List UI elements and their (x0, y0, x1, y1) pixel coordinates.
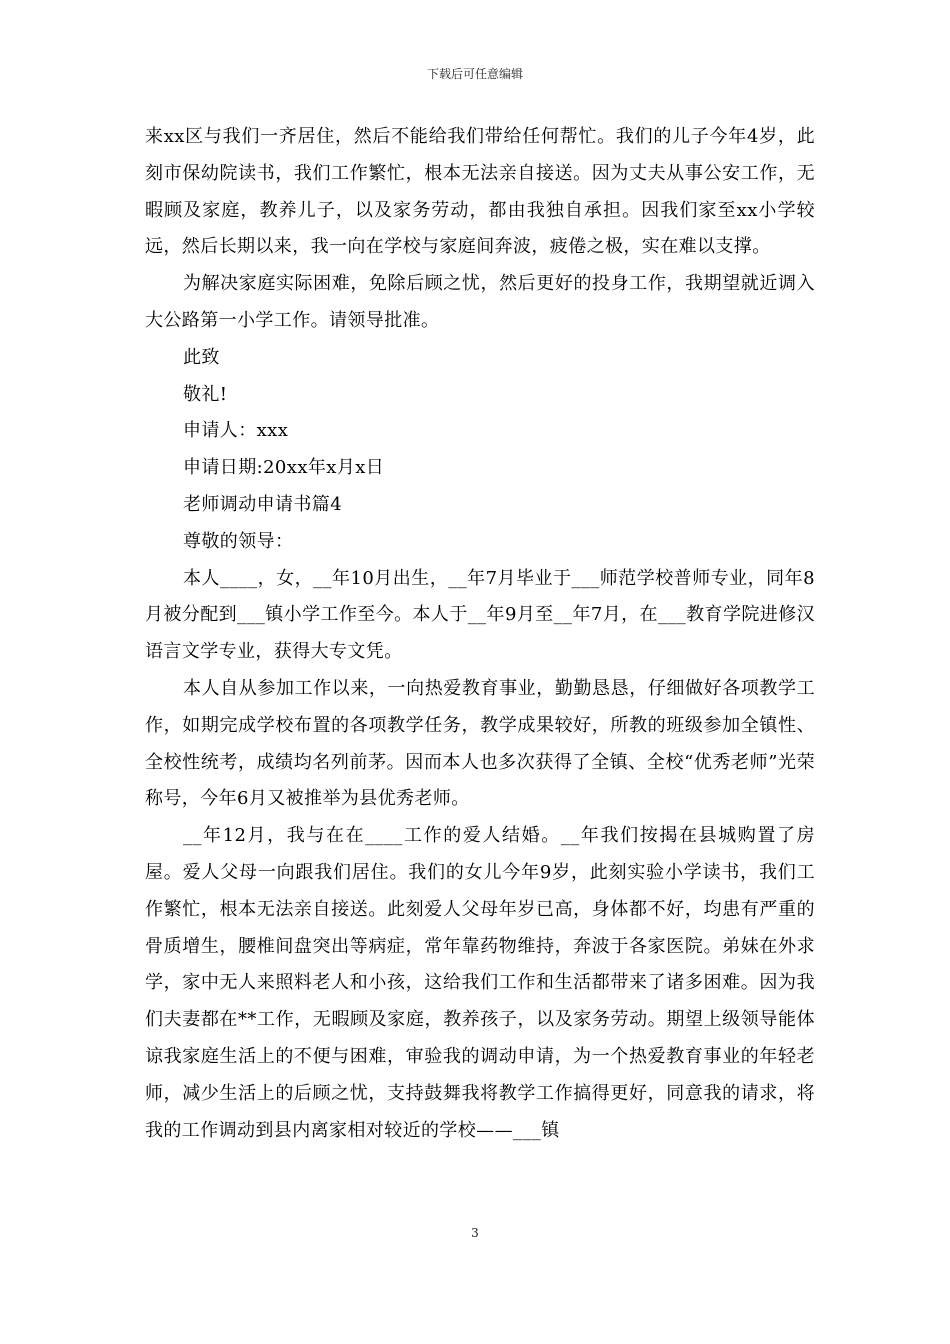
paragraph: 为解决家庭实际困难，免除后顾之忧，然后更好的投身工作，我期望就近调入大公路第一小学工作。请领导批准。 (145, 273, 815, 331)
applicant-line: 申请人：xxx (183, 420, 289, 442)
page-number: 3 (471, 1226, 479, 1240)
paragraph: 来xx区与我们一齐居住，然后不能给我们带给任何帮忙。我们的儿子今年4岁，此刻市保幼院读书，我们工作繁忙，根本无法亲自接送。因为丈夫从事公安工作，无暇顾及家庭，教养儿子，以及家务劳动，都由我独自承担。因我们家至xx小学较远，然后长期以来，我一向在学校与家庭间奔波，疲倦之极，实在难以支撑。 (145, 126, 815, 258)
page-header: 下载后可任意编辑 (426, 67, 523, 81)
application-date: 申请日期:20xx年x月x日 (183, 457, 385, 479)
paragraph: __年12月，我与在在____工作的爱人结婚。__年我们按揭在县城购置了房屋。爱人父母一向跟我们居住。我们的女儿今年9岁，此刻实验小学读书，我们工作繁忙，根本无法亲自接送。此刻爱人父母年岁已高，身体都不好，均患有严重的骨质增生，腰椎间盘突出等病症，常年靠药物维持，奔波于各家医院。弟妹在外求学，家中无人来照料老人和小孩，这给我们工作和生活都带来了诸多困难。因为我们夫妻都在**工作，无暇顾及家庭，教养孩子，以及家务劳动。期望上级领导能体谅我家庭生活上的不便与困难，审验我的调动申请，为一个热爱教育事业的年轻老师，减少生活上的后顾之忧，支持鼓舞我将教学工作搞得更好，同意我的请求，将我的工作调动到县内离家相对较近的学校——___镇 (145, 825, 815, 1141)
document-body (145, 119, 815, 1149)
closing-regards: 敬礼! (183, 383, 228, 405)
paragraph: 本人____，女，__年10月出生，__年7月毕业于___师范学校普师专业，同年8月被分配到___镇小学工作至今。本人于__年9月至__年7月，在___教育学院进修汉语言文学专业，获得大专文凭。 (145, 567, 815, 663)
paragraph: 本人自从参加工作以来，一向热爱教育事业，勤勤恳恳，仔细做好各项教学工作，如期完成学校布置的各项教学任务，教学成果较好，所教的班级参加全镇性、全校性统考，成绩均名列前茅。因而本人也多次获得了全镇、全校“优秀老师”光荣称号，今年6月又被推举为县优秀老师。 (145, 677, 815, 810)
section-title: 老师调动申请书篇4 (183, 493, 343, 515)
greeting: 尊敬的领导： (183, 530, 294, 552)
closing-salutation: 此致 (183, 346, 220, 368)
